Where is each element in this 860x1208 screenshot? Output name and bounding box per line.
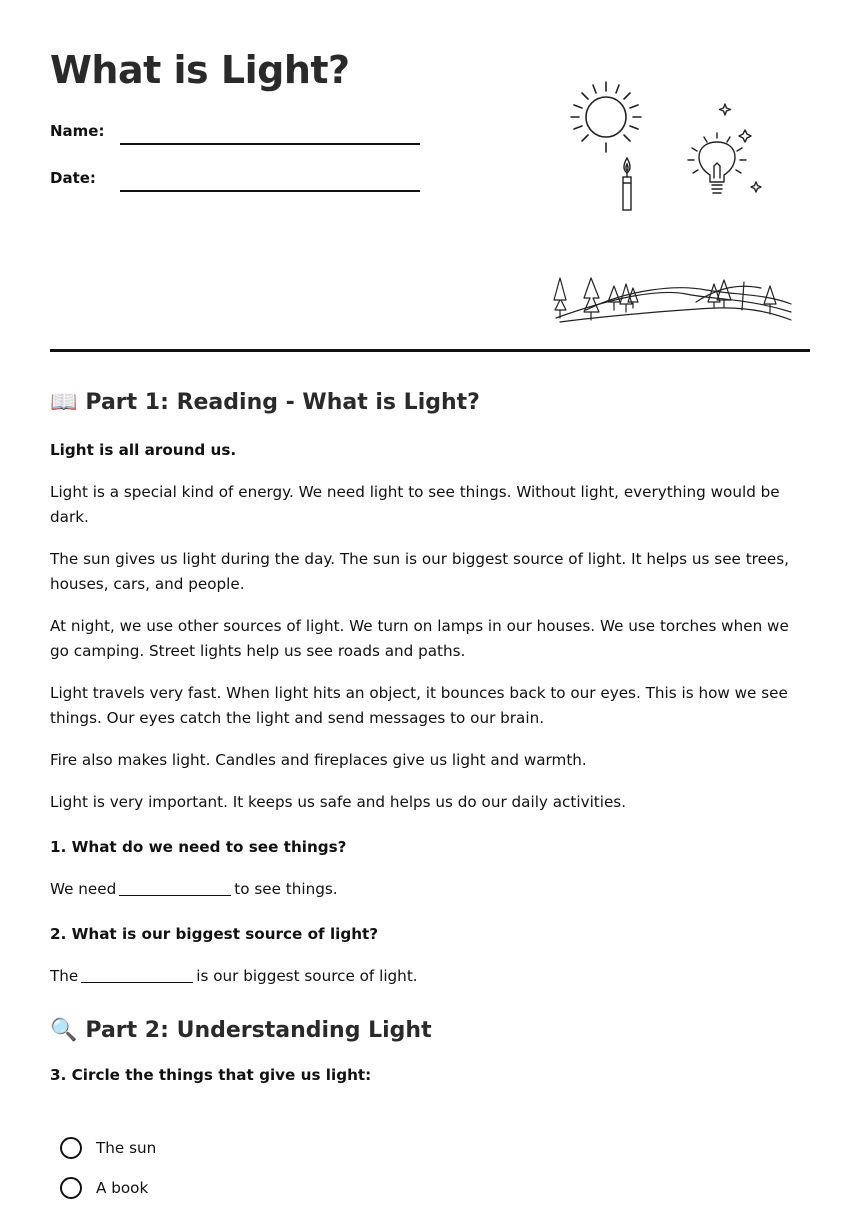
header-divider xyxy=(50,349,810,352)
question-2: 2. What is our biggest source of light? xyxy=(50,925,379,943)
lightbulb-icon xyxy=(680,100,770,200)
option-circle[interactable] xyxy=(60,1137,82,1159)
answer-1-blank[interactable] xyxy=(119,879,231,896)
part1-heading-text: Part 1: Reading - What is Light? xyxy=(85,390,480,415)
answer-1-prefix: We need xyxy=(50,880,117,898)
answer-2-suffix: is our biggest source of light. xyxy=(196,967,418,985)
book-icon: 📖 xyxy=(50,390,78,415)
sun-icon xyxy=(566,78,646,156)
page-title: What is Light? xyxy=(50,48,350,92)
candle-icon xyxy=(616,155,638,213)
landscape-trees-icon xyxy=(546,270,796,326)
option-label: A book xyxy=(96,1178,149,1197)
option-circle[interactable] xyxy=(60,1177,82,1199)
answer-2-blank[interactable] xyxy=(81,966,193,983)
option-label: The sun xyxy=(96,1138,157,1157)
reading-paragraph: Light is very important. It keeps us safe and helps us do our daily activities. xyxy=(50,793,627,811)
answer-1 xyxy=(50,877,810,902)
reading-paragraph: Light is a special kind of energy. We need light to see things. Without light, everything would be dark. xyxy=(50,483,780,526)
part2-heading xyxy=(50,1013,810,1049)
option-item[interactable] xyxy=(60,1128,810,1168)
reading-paragraph: The sun gives us light during the day. The sun is our biggest source of light. It helps us see trees, houses, cars, and people. xyxy=(50,550,790,593)
worksheet-content xyxy=(50,385,810,1208)
name-label: Name: xyxy=(50,122,105,140)
reading-paragraph: At night, we use other sources of light. We turn on lamps in our houses. We use torches when we go camping. Street lights help us see roads and paths. xyxy=(50,617,789,660)
date-field[interactable] xyxy=(120,190,420,192)
question-1: 1. What do we need to see things? xyxy=(50,838,347,856)
answer-1-suffix: to see things. xyxy=(234,880,338,898)
answer-2 xyxy=(50,964,810,989)
part2-heading-text: Part 2: Understanding Light xyxy=(85,1018,432,1043)
date-label: Date: xyxy=(50,169,96,187)
answer-2-prefix: The xyxy=(50,967,79,985)
part1-heading xyxy=(50,385,810,421)
magnifier-icon: 🔍 xyxy=(50,1018,78,1043)
reading-lead: Light is all around us. xyxy=(50,441,237,459)
reading-paragraph: Light travels very fast. When light hits an object, it bounces back to our eyes. This is how we see things. Our eyes catch the light and send messages to our brain. xyxy=(50,684,788,727)
option-item[interactable] xyxy=(60,1168,810,1208)
reading-paragraph: Fire also makes light. Candles and fireplaces give us light and warmth. xyxy=(50,751,587,769)
question-3: 3. Circle the things that give us light: xyxy=(50,1066,372,1084)
name-field[interactable] xyxy=(120,143,420,145)
question-3-options xyxy=(50,1128,810,1208)
